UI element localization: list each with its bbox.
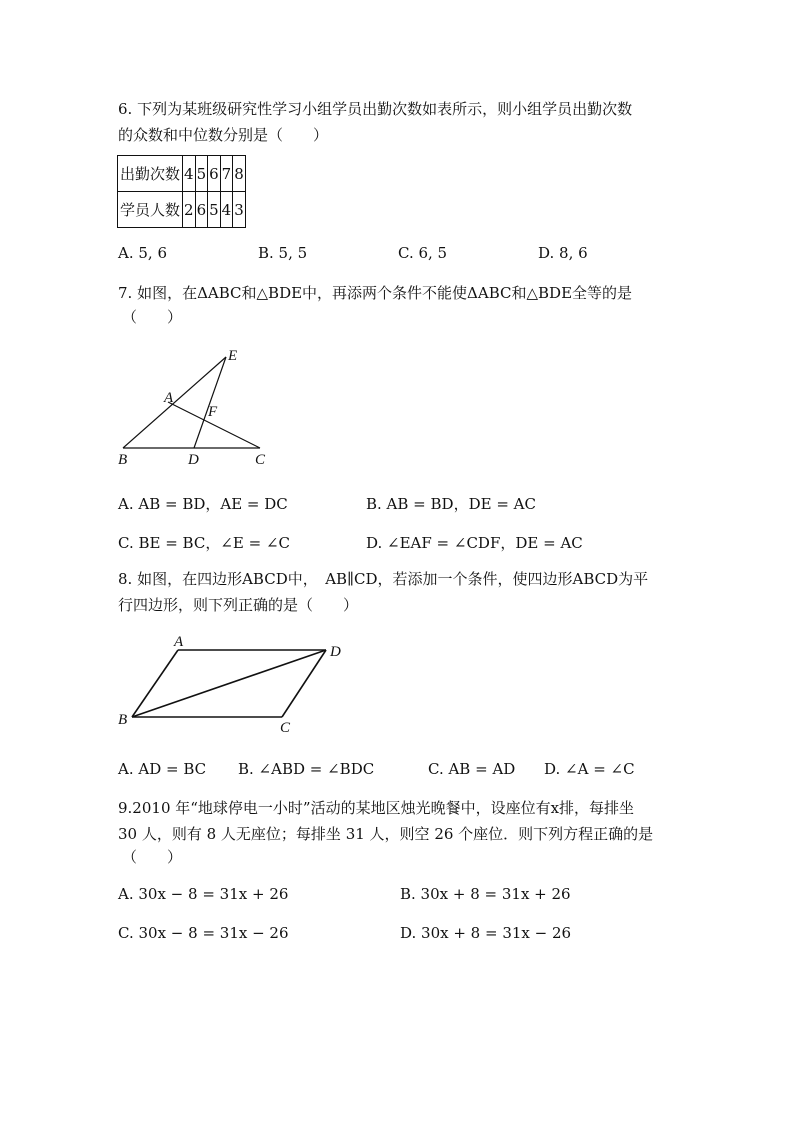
q7-option-d: D. ∠EAF = ∠CDF，DE = AC (366, 534, 583, 552)
table-cell: 6 (208, 156, 221, 192)
label-c: C (280, 720, 291, 736)
q7-line1: 7. 如图，在ΔABC和△BDE中，再添两个条件不能使ΔABC和△BDE全等的是 (118, 284, 633, 302)
segment-ab (132, 650, 178, 717)
label-d: D (188, 452, 199, 468)
table-cell: 4 (183, 156, 196, 192)
q8-line2: 行四边形，则下列正确的是（ ） (118, 596, 359, 614)
label-f: F (208, 404, 218, 420)
table-cell: 7 (220, 156, 233, 192)
label-b: B (118, 712, 128, 728)
triangle-figure (110, 340, 280, 470)
table-cell: 8 (233, 156, 246, 192)
parallelogram-figure (110, 628, 360, 738)
q9-option-c: C. 30x − 8 = 31x − 26 (118, 924, 289, 942)
q7-option-c: C. BE = BC，∠E = ∠C (118, 534, 291, 552)
table-row (118, 192, 246, 228)
table-row-header: 学员人数 (118, 192, 183, 228)
table-row-header: 出勤次数 (118, 156, 183, 192)
q7-option-a: A. AB = BD，AE = DC (118, 495, 288, 513)
table-cell: 4 (220, 192, 233, 228)
q8-option-d: D. ∠A = ∠C (544, 760, 635, 778)
label-d: D (330, 644, 341, 660)
q8-option-b: B. ∠ABD = ∠BDC (238, 760, 375, 778)
q6-option-a: A. 5, 6 (118, 244, 167, 262)
q8-option-c: C. AB = AD (428, 760, 516, 778)
label-c: C (255, 452, 266, 468)
label-a: A (174, 634, 184, 650)
q8-line1: 8. 如图，在四边形ABCD中， AB∥CD，若添加一个条件，使四边形ABCD为平 (118, 570, 649, 588)
label-a: A (164, 390, 174, 406)
table-cell: 5 (208, 192, 221, 228)
table-cell: 5 (195, 156, 208, 192)
table-row (118, 156, 246, 192)
q9-line2: 30 人，则有 8 人无座位；每排坐 31 人，则空 26 个座位．则下列方程正确的是 (118, 825, 654, 843)
q7-line2: （ ） (122, 308, 183, 326)
q6-option-d: D. 8, 6 (538, 244, 588, 262)
q7-option-b: B. AB = BD，DE = AC (366, 495, 536, 513)
q6-option-c: C. 6, 5 (398, 244, 448, 262)
q8-option-a: A. AD = BC (118, 760, 207, 778)
table-cell: 2 (183, 192, 196, 228)
table-cell: 6 (195, 192, 208, 228)
q9-line3: （ ） (122, 848, 183, 866)
q9-option-a: A. 30x − 8 = 31x + 26 (118, 885, 289, 903)
label-e: E (228, 348, 238, 364)
q6-line1: 6. 下列为某班级研究性学习小组学员出勤次数如表所示，则小组学员出勤次数 (118, 100, 633, 118)
segment-cd (282, 650, 326, 717)
q6-option-b: B. 5, 5 (258, 244, 308, 262)
attendance-table (117, 155, 246, 228)
q9-option-b: B. 30x + 8 = 31x + 26 (400, 885, 571, 903)
q9-option-d: D. 30x + 8 = 31x − 26 (400, 924, 572, 942)
q6-line2: 的众数和中位数分别是（ ） (118, 126, 329, 144)
q9-line1: 9.2010 年“地球停电一小时”活动的某地区烛光晚餐中，设座位有x排，每排坐 (118, 799, 635, 817)
segment-bd (132, 650, 326, 717)
table-cell: 3 (233, 192, 246, 228)
label-b: B (118, 452, 128, 468)
